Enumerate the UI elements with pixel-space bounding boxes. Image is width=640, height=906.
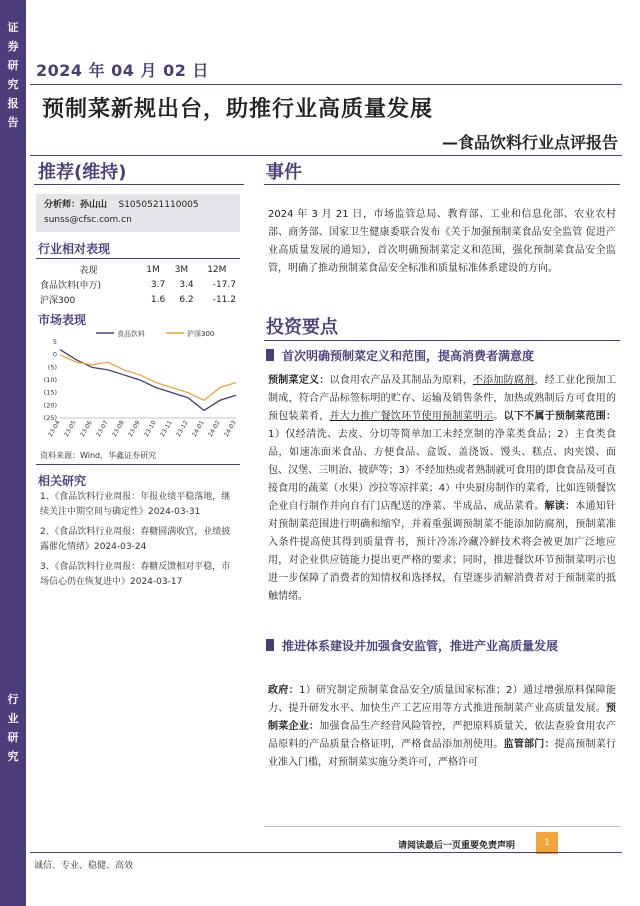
- report-subtitle: —食品饮料行业点评报告: [441, 133, 618, 152]
- event-heading: 事件: [266, 162, 302, 183]
- section-1-title: 首次明确预制菜定义和范围，提高消费者满意度: [266, 346, 618, 366]
- x-tick-label: 24-01: [190, 419, 206, 439]
- section-1-text: 预制菜定义：以食用农产品及其制品为原料，不添加防腐剂，经工业化预加工制成，符合产品标签标明的贮存、运输及销售条件，加热或熟制后方可食用的预包装菜肴，并大力推广餐饮环节使用预制菜明示。以下不属于预制菜范围：1）仅经清洗、去皮、分切等简单加工未经烹制的净菜类食品；2）主食类食品，如速冻面米食品、方便食品、盒饭、盖浇饭、馒头、糕点、肉夹馍、面包、汉堡、三明治、披萨等；3）不经加热或者熟制就可食用的即食食品及可直接食用的蔬菜（水果）沙拉等凉拌菜；4）中央厨房制作的菜肴，比如连锁餐饮企业自行制作并向自有门店配送的净菜、半成品、成品菜肴。解读：本通知针对预制菜范围进行明确和缩窄，并着重强调预制菜不能添加防腐剂，预制菜准入条件提高使其得到质量背书，预计冷冻冷藏冷鲜技术将会被更加广泛地应用，对企业供应链能力提出更严格的要求；同时，推进餐饮环节预制菜明示也进一步保障了消费者的知情权和选择权，有望逐步消解消费者对于预制菜的抵触情绪。: [268, 375, 617, 602]
- list-item[interactable]: 3、《食品饮料行业周报：春糖反馈相对平稳，市场信心仍在恢复进中》2024-03-17: [40, 562, 231, 587]
- divider: [30, 852, 622, 853]
- invest-heading: 投资要点: [266, 317, 338, 338]
- disclaimer-note: 请阅读最后一页重要免责声明: [398, 841, 516, 851]
- bullet-icon: [266, 349, 274, 361]
- x-tick-label: 23-10: [142, 419, 158, 439]
- divider: [30, 84, 622, 85]
- market-chart: [36, 326, 242, 446]
- x-tick-label: 23-05: [62, 419, 78, 439]
- report-title: 预制菜新规出台，助推行业高质量发展: [42, 97, 434, 122]
- table-row: 表现 1M 3M 12M: [79, 264, 227, 276]
- related-list: [40, 490, 236, 595]
- divider: [36, 464, 240, 465]
- y-tick-label: (20): [43, 401, 57, 410]
- x-tick-label: 23-04: [46, 419, 62, 439]
- section-2-title: 推进体系建设并加强食安监管，推进产业高质量发展: [266, 636, 618, 656]
- y-tick-label: (5): [47, 363, 57, 372]
- x-tick-label: 23-08: [110, 419, 126, 439]
- chart-source: 资料来源：Wind，华鑫证券研究: [40, 451, 157, 460]
- sidebar-type-label: 行 业 研 究: [7, 693, 19, 763]
- report-date: 2024 年 04 月 02 日: [36, 61, 209, 80]
- x-tick-label: 23-07: [94, 419, 110, 439]
- sidebar: [0, 0, 26, 906]
- table-row: 沪深300 1.6 6.2 -11.2: [40, 294, 236, 306]
- x-tick-label: 24-02: [206, 419, 222, 439]
- related-title: 相关研究: [38, 474, 87, 488]
- x-tick-label: 23-06: [78, 419, 94, 439]
- y-tick-label: (15): [43, 388, 57, 397]
- perf-title: 行业相对表现: [38, 242, 111, 256]
- bullet-icon: [266, 639, 274, 651]
- divider: [264, 184, 620, 185]
- market-title: 市场表现: [38, 313, 87, 327]
- section-2-text: 政府：1）研究制定预制菜食品安全/质量国家标准；2）通过增强原料保障能力、提升研发水平、加快生产工艺应用等方式推进预制菜产业高质量发展。预制菜企业：加强食品生产经营风险管控，严把原料质量关，依法查验食用农产品原料的产品质量合格证明，严格食品添加剂使用。监管部门：提高预制菜行业准入门槛，对预制菜实施分类许可，严格许可: [268, 685, 617, 768]
- divider: [34, 184, 244, 185]
- divider: [264, 826, 620, 827]
- legend-label: 食品饮料: [117, 330, 145, 338]
- divider: [36, 258, 240, 259]
- y-tick-label: 0: [52, 350, 57, 359]
- x-tick-label: 24-03: [222, 419, 238, 439]
- y-tick-label: (10): [43, 376, 57, 384]
- page-number: 1: [536, 832, 558, 854]
- analyst-email[interactable]: sunss@cfsc.com.cn: [44, 215, 132, 225]
- x-tick-label: 23-11: [158, 419, 174, 439]
- analyst-box: 分析师：孙山山 S1050521110005 sunss@cfsc.com.cn: [36, 194, 240, 232]
- list-item[interactable]: 1、《食品饮料行业周报：年报业绩平稳落地，继续关注中期空间与确定性》2024-03-31: [40, 492, 231, 517]
- y-tick-label: (25): [43, 414, 57, 422]
- rating: 推荐(维持): [38, 162, 127, 183]
- series-line-0: [60, 350, 236, 411]
- legend-label: 沪深300: [187, 330, 215, 338]
- list-item[interactable]: 2、《食品饮料行业周报：春糖圆满收官，业绩披露催化情绪》2024-03-24: [40, 527, 231, 552]
- table-row: 食品饮料(申万) 3.7 3.4 -17.7: [40, 279, 236, 291]
- y-tick-label: 5: [52, 338, 57, 346]
- sidebar-report-label: 证 券 研 究 报 告: [7, 21, 19, 129]
- x-tick-label: 23-12: [174, 419, 190, 439]
- slogan: 诚信、专业、稳健、高效: [34, 861, 134, 871]
- perf-table: [38, 262, 238, 307]
- divider: [264, 340, 620, 341]
- x-tick-label: 23-09: [126, 419, 142, 439]
- series-line-1: [60, 355, 236, 401]
- divider: [30, 155, 622, 156]
- event-text: 2024 年 3 月 21 日，市场监管总局、教育部、工业和信息化部、农业农村部、商务部、国家卫生健康委联合发布《关于加强预制菜食品安全监管 促进产业高质量发展的通知》，首次明确预制菜定义和范围，强化预制菜食品安全监管，明确了推动预制菜食品安全标准和质量标准体系建设的方向。: [268, 209, 616, 274]
